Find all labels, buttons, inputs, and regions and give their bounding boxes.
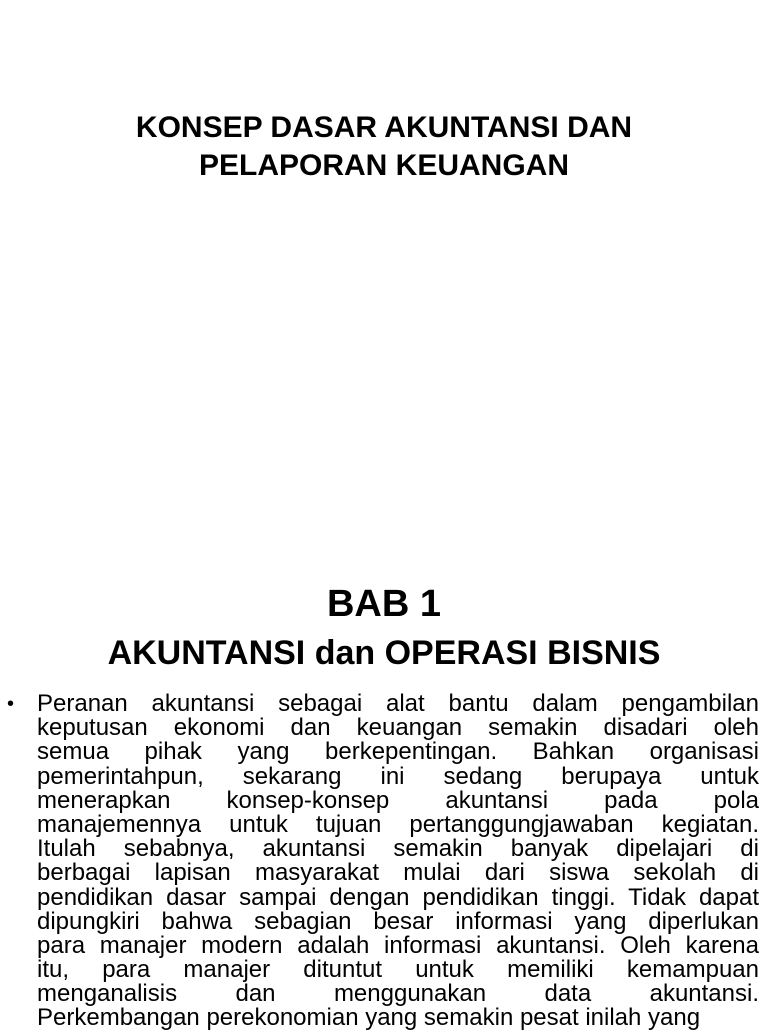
paragraph-line: dipungkiri bahwa sebagian besar informasi yang diperlukan	[37, 907, 759, 935]
paragraph-line: menerapkan konsep-konsep akuntansi pada pola	[37, 786, 759, 814]
bullet-icon: •	[7, 693, 15, 715]
document-title-line-1: KONSEP DASAR AKUNTANSI DAN	[135, 111, 633, 144]
paragraph-line: Peranan akuntansi sebagai alat bantu dalam pengambilan	[37, 690, 759, 717]
paragraph-line: pemerintahpun, sekarang ini sedang berupaya untuk	[37, 762, 759, 790]
paragraph-line: berbagai lapisan masyarakat mulai dari siswa sekolah di	[37, 859, 759, 887]
document-title-line-2: PELAPORAN KEUANGAN	[198, 149, 570, 182]
paragraph-line: para manajer modern adalah informasi akuntansi. Oleh karena	[37, 931, 759, 959]
chapter-title: AKUNTANSI dan OPERASI BISNIS	[107, 634, 661, 672]
paragraph-line: semua pihak yang berkepentingan. Bahkan organisasi	[37, 738, 759, 766]
paragraph-line: manajemennya untuk tujuan pertanggungjawaban kegiatan.	[37, 810, 759, 838]
document-title	[0, 109, 768, 185]
paragraph-line: Perkembangan perekonomian yang semakin pesat inilah yang	[37, 1004, 701, 1031]
chapter-number: BAB 1	[326, 583, 442, 625]
paragraph-line: pendidikan dasar sampai dengan pendidikan tinggi. Tidak dapat	[37, 883, 759, 911]
chapter-heading	[0, 580, 768, 676]
paragraph-line: menganalisis dan menggunakan data akuntansi.	[37, 980, 759, 1008]
paragraph-line: itu, para manajer dituntut untuk memiliki kemampuan	[37, 956, 759, 984]
body-paragraph	[37, 692, 759, 1031]
paragraph-line: keputusan ekonomi dan keuangan semakin disadari oleh	[37, 714, 759, 742]
paragraph-line: Itulah sebabnya, akuntansi semakin banyak dipelajari di	[37, 835, 759, 863]
